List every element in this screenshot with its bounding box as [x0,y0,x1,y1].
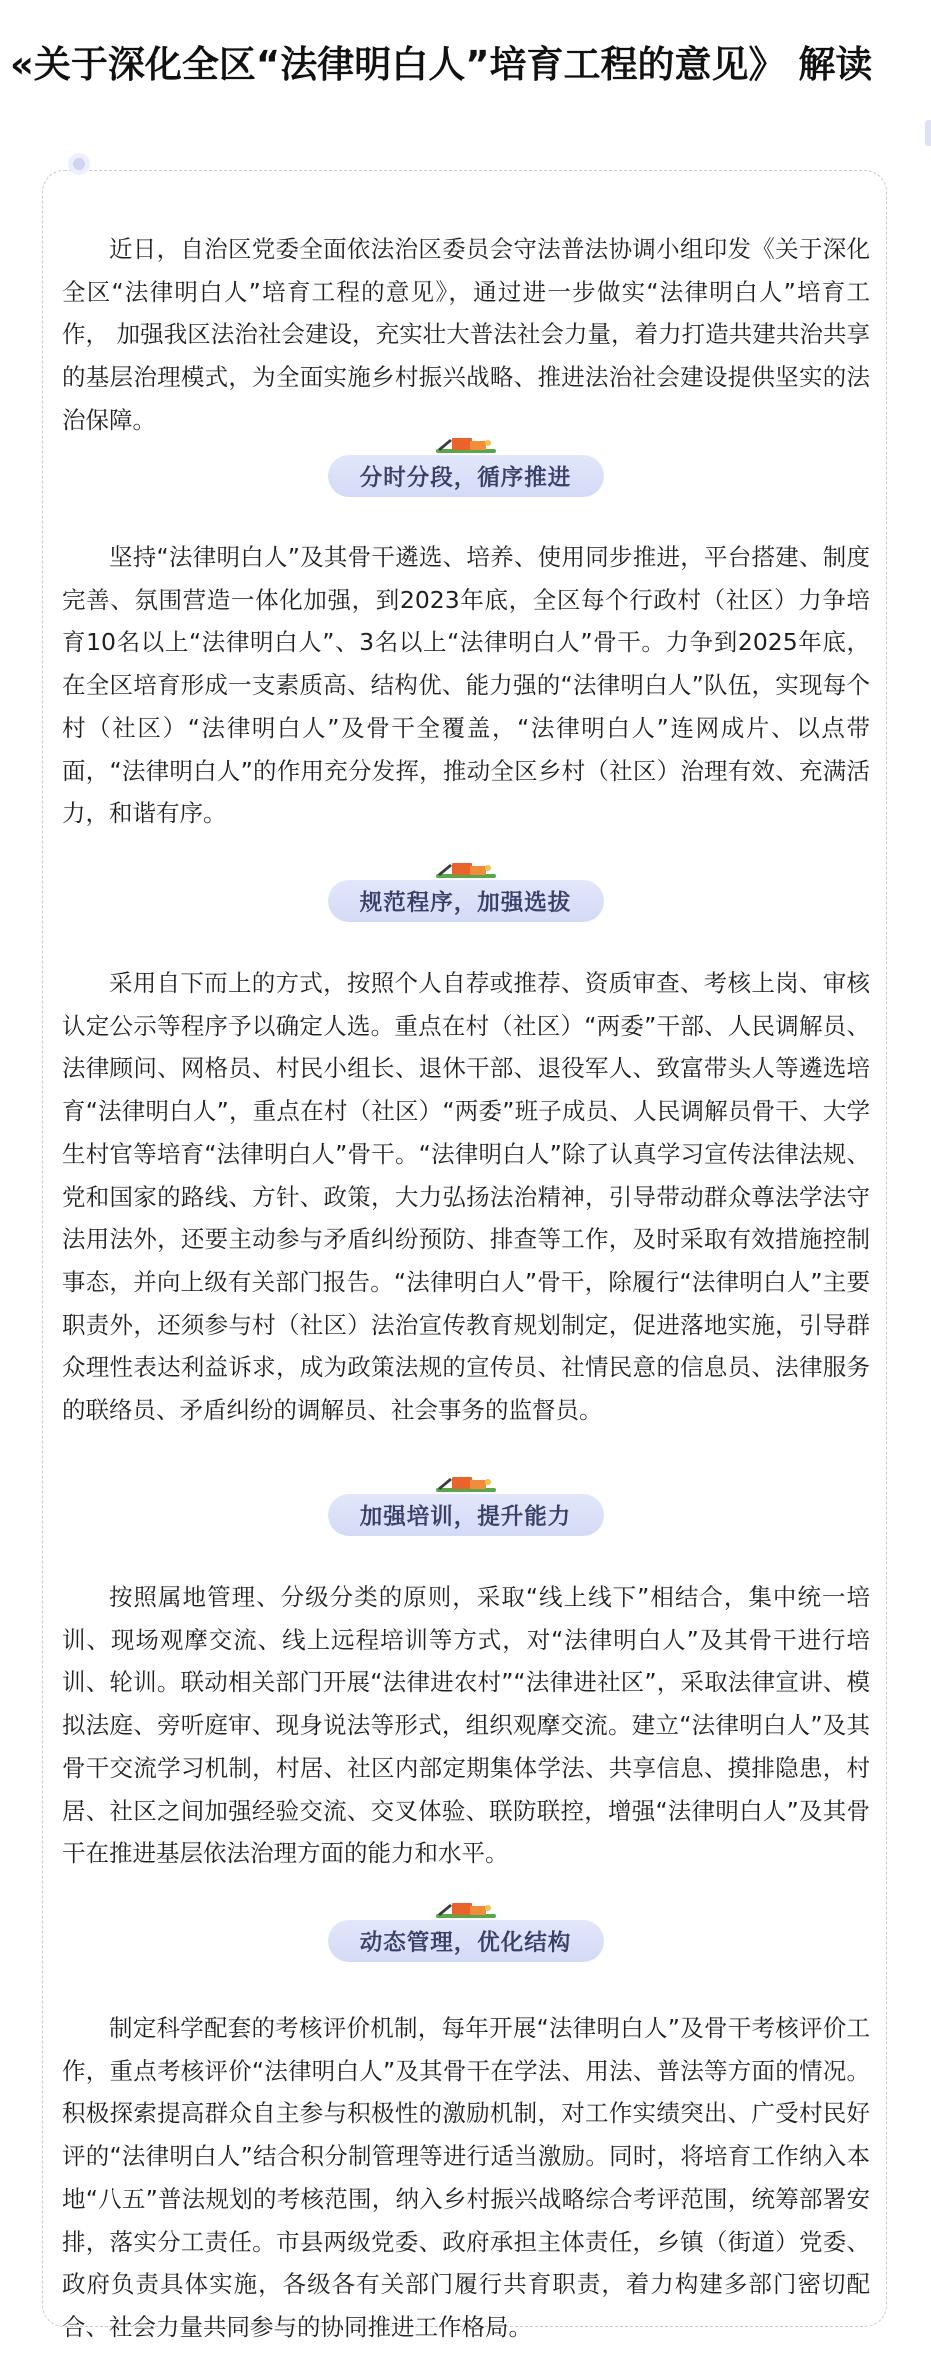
card-pin-dot [68,153,90,175]
section-heading-pill: 加强培训，提升能力 [328,1494,604,1536]
section-heading-pill: 规范程序，加强选拔 [328,880,604,922]
section-heading-4 [0,1900,931,1960]
page-title: «关于深化全区“法律明白人”培育工程的意见》 解读 [10,43,873,86]
section-heading-pill: 动态管理，优化结构 [328,1920,604,1962]
section-body-2: 采用自下而上的方式，按照个人自荐或推荐、资质审查、考核上岗、审核认定公示等程序予以确定人选。重点在村（社区）“两委”干部、人民调解员、法律顾问、网格员、村民小组长、退休干部、退役军人、致富带头人等遴选培育“法律明白人”，重点在村（社区）“两委”班子成员、人民调解员骨干、大学生村官等培育“法律明白人”骨干。“法律明白人”除了认真学习宣传法律法规、党和国家的路线、方针、政策，大力弘扬法治精神，引导带动群众尊法学法守法用法外，还要主动参与矛盾纠纷预防、排查等工作，及时采取有效措施控制事态，并向上级有关部门报告。“法律明白人”骨干，除履行“法律明白人”主要职责外，还须参与村（社区）法治宣传教育规划制定，促进落地实施，引导群众理性表达利益诉求，成为政策法规的宣传员、社情民意的信息员、法律服务的联络员、矛盾纠纷的调解员、社会事务的监督员。 [62,969,870,1425]
scroll-edge-marker [925,120,931,146]
section-heading-1 [0,435,931,495]
section-body-3: 按照属地管理、分级分类的原则，采取“线上线下”相结合，集中统一培训、现场观摩交流、线上远程培训等方式，对“法律明白人”及其骨干进行培训、轮训。联动相关部门开展“法律进农村”“法律进社区”，采取法律宣讲、模拟法庭、旁听庭审、现身说法等形式，组织观摩交流。建立“法律明白人”及其骨干交流学习机制，村居、社区内部定期集体学法、共享信息、摸排隐患，村居、社区之间加强经验交流、交叉体验、联防联控，增强“法律明白人”及其骨干在推进基层依法治理方面的能力和水平。 [62,1583,870,1868]
books-pencil-icon [430,1900,502,1922]
section-body-4: 制定科学配套的考核评价机制，每年开展“法律明白人”及骨干考核评价工作，重点考核评价“法律明白人”及其骨干在学法、用法、普法等方面的情况。积极探索提高群众自主参与积极性的激励机制，对工作实绩突出、广受村民好评的“法律明白人”结合积分制管理等进行适当激励。同时，将培育工作纳入本地“八五”普法规划的考核范围，纳入乡村振兴战略综合考评范围，统筹部署安排，落实分工责任。市县两级党委、政府承担主体责任，乡镇（街道）党委、政府负责具体实施，各级各有关部门履行共育职责，着力构建多部门密切配合、社会力量共同参与的协同推进工作格局。 [62,2014,870,2341]
books-pencil-icon [430,860,502,882]
books-pencil-icon [430,1474,502,1496]
section-heading-3 [0,1474,931,1534]
books-pencil-icon [430,435,502,457]
intro-paragraph: 近日，自治区党委全面依法治区委员会守法普法协调小组印发《关于深化全区“法律明白人”培育工程的意见》，通过进一步做实“法律明白人”培育工作， 加强我区法治社会建设，充实壮大普法社会力量，着力打造共建共治共享的基层治理模式，为全面实施乡村振兴战略、推进法治社会建设提供坚实的法治保障。 [62,235,870,434]
section-heading-2 [0,860,931,920]
section-heading-pill: 分时分段，循序推进 [328,455,604,497]
section-body-1: 坚持“法律明白人”及其骨干遴选、培养、使用同步推进，平台搭建、制度完善、氛围营造一体化加强，到2023年底，全区每个行政村（社区）力争培育10名以上“法律明白人”、3名以上“法律明白人”骨干。力争到2025年底，在全区培育形成一支素质高、结构优、能力强的“法律明白人”队伍，实现每个村（社区）“法律明白人”及骨干全覆盖，“法律明白人”连网成片、以点带面，“法律明白人”的作用充分发挥，推动全区乡村（社区）治理有效、充满活力，和谐有序。 [62,543,870,828]
